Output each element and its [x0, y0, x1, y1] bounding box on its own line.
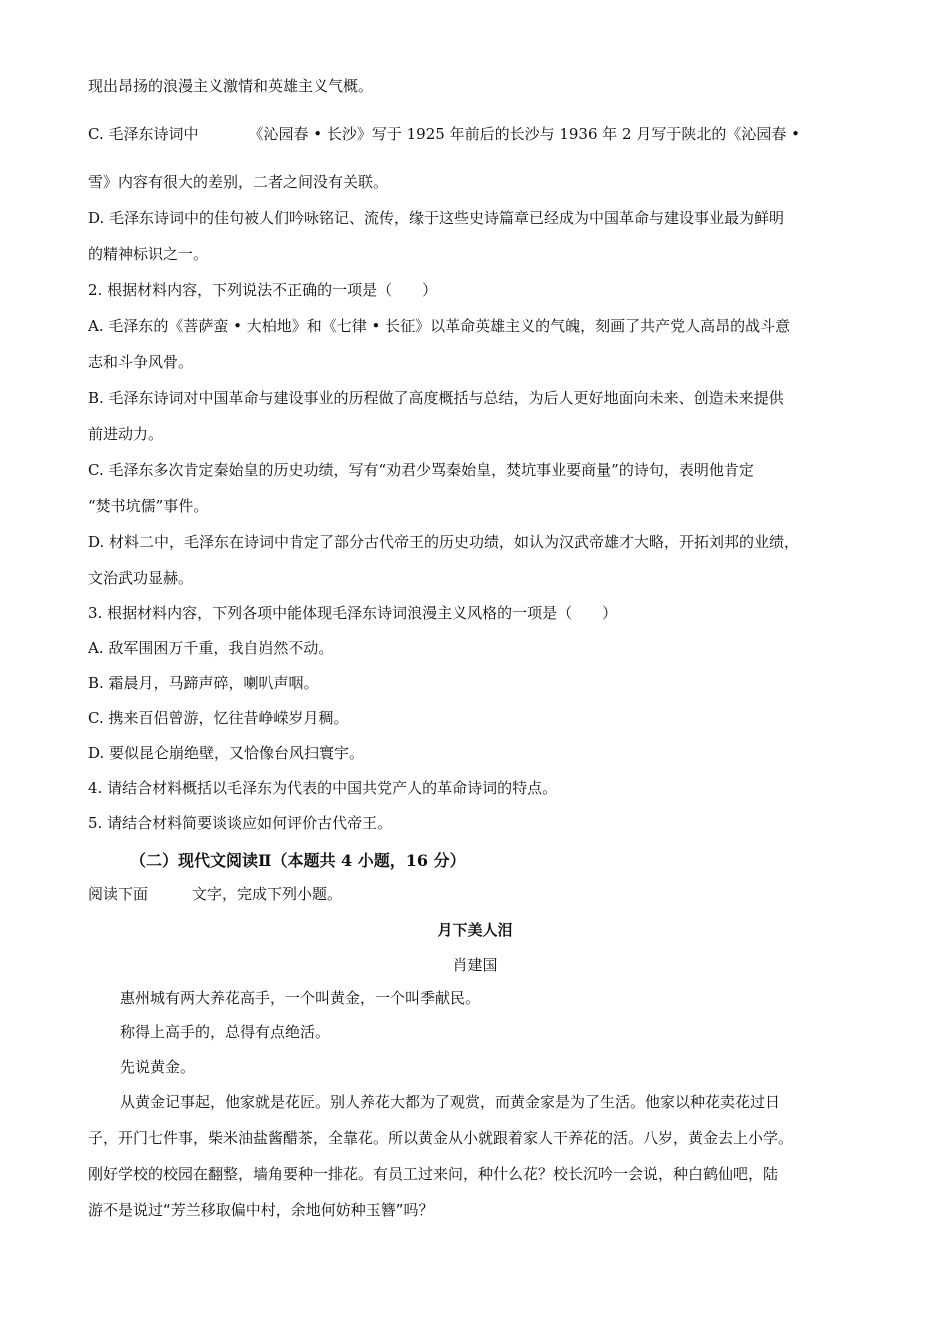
section-heading: （二）现代文阅读Ⅱ（本题共 4 小题，16 分） [130, 851, 466, 870]
q2-option-a-line1: A. 毛泽东的《菩萨蛮 • 大柏地》和《七律 • 长征》以革命英雄主义的气魄，刻画了共产党人高昂的战斗意 [88, 317, 791, 335]
q3-option-b: B. 霜晨月，马蹄声碎，喇叭声咽。 [88, 674, 319, 692]
q3-option-a: A. 敌军围困万千重，我自岿然不动。 [88, 639, 334, 657]
article-paragraph-line: 刚好学校的校园在翻整，墙角要种一排花。有员工过来问，种什么花？校长沉吟一会说，种白鹤仙吧，陆 [88, 1165, 779, 1183]
q2-option-b-line1: B. 毛泽东诗词对中国革命与建设事业的历程做了高度概括与总结，为后人更好地面向未来、创造未来提供 [88, 389, 784, 407]
q1-option-c-line2: 雪》内容有很大的差别，二者之间没有关联。 [88, 173, 389, 191]
q2-option-d-line2: 文治武功显赫。 [88, 569, 194, 587]
article-paragraph: 先说黄金。 [120, 1058, 196, 1076]
q3-stem: 3. 根据材料内容，下列各项中能体现毛泽东诗词浪漫主义风格的一项是（ ） [88, 604, 618, 622]
q2-option-c-line1: C. 毛泽东多次肯定秦始皇的历史功绩，写有“劝君少骂秦始皇，焚坑事业要商量”的诗句，表明他肯定 [88, 461, 754, 479]
q1-option-d-line1: D. 毛泽东诗词中的佳句被人们吟咏铭记、流传，缘于这些史诗篇章已经成为中国革命与建设事业最为鲜明 [88, 209, 785, 227]
q2-option-b-line2: 前进动力。 [88, 425, 164, 443]
q3-option-d: D. 要似昆仑崩绝壁，又恰像台风扫寰宇。 [88, 744, 365, 762]
q1-option-d-line2: 的精神标识之一。 [88, 245, 209, 263]
instruction-prefix: 阅读下面 [88, 885, 149, 903]
article-paragraph: 惠州城有两大养花高手，一个叫黄金，一个叫季献民。 [120, 989, 481, 1007]
article-author: 肖建国 [452, 956, 498, 974]
q1-option-c-prefix: C. 毛泽东诗词中 [88, 125, 199, 143]
q2-option-d-line1: D. 材料二中，毛泽东在诗词中肯定了部分古代帝王的历史功绩，如认为汉武帝雄才大略，开拓刘邦的业绩， [88, 533, 800, 551]
q2-option-a-line2: 志和斗争风骨。 [88, 353, 194, 371]
article-paragraph-line: 从黄金记事起，他家就是花匠。别人养花大都为了观赏，而黄金家是为了生活。他家以种花卖花过日 [120, 1093, 781, 1111]
article-title: 月下美人泪 [437, 921, 513, 939]
material-text-line: 现出昂扬的浪漫主义激情和英雄主义气概。 [88, 77, 374, 95]
q2-option-c-line2: “焚书坑儒”事件。 [88, 497, 209, 515]
q5-stem: 5. 请结合材料简要谈谈应如何评价古代帝王。 [88, 814, 393, 832]
article-paragraph-line: 子，开门七件事，柴米油盐酱醋茶，全靠花。所以黄金从小就跟着家人干养花的活。八岁，黄金去上小学。 [88, 1129, 794, 1147]
q2-stem: 2. 根据材料内容，下列说法不正确的一项是（ ） [88, 281, 438, 299]
q1-option-c-rest: 《沁园春 • 长沙》写于 1925 年前后的长沙与 1936 年 2 月写于陕北的《沁园春 • [248, 125, 800, 143]
instruction-rest: 文字，完成下列小题。 [192, 885, 343, 903]
q1-option-c-line1 [88, 124, 868, 144]
article-paragraph: 称得上高手的，总得有点绝活。 [120, 1023, 331, 1041]
q4-stem: 4. 请结合材料概括以毛泽东为代表的中国共党产人的革命诗词的特点。 [88, 779, 558, 797]
q3-option-c: C. 携来百侣曾游，忆往昔峥嵘岁月稠。 [88, 709, 349, 727]
reading-instruction [88, 884, 868, 904]
article-paragraph-line: 游不是说过“芳兰移取偏中村，余地何妨种玉簪”吗？ [88, 1201, 434, 1219]
